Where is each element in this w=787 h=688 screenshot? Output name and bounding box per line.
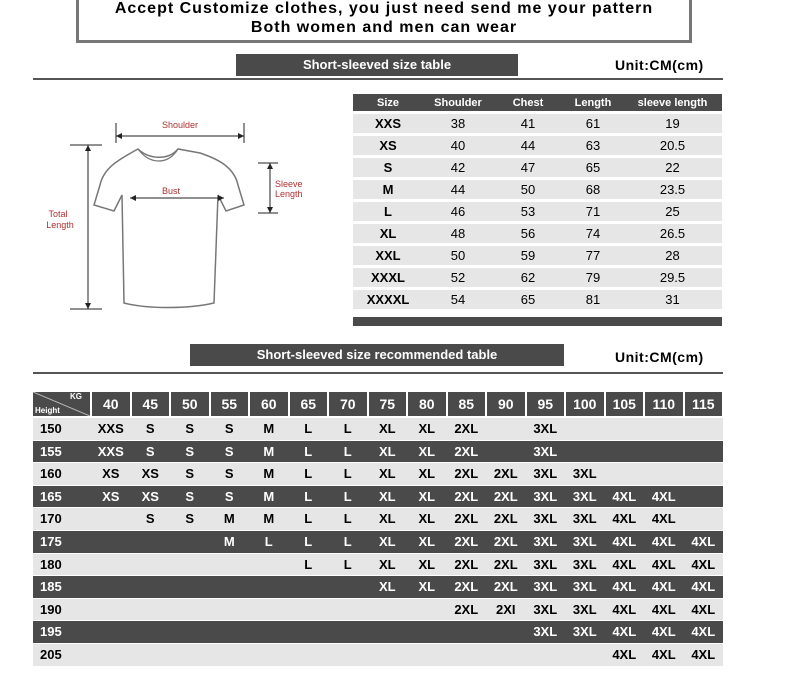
size-cell: 59 — [493, 246, 563, 265]
size-rec-cell: 3XL — [533, 557, 558, 572]
size-cell: 44 — [423, 180, 493, 199]
size-rec-cell: 3XL — [533, 579, 558, 594]
size-cell: XXXL — [353, 268, 423, 287]
kg-header-cell: 60 — [250, 392, 288, 416]
size-rec-cell: XL — [418, 444, 436, 459]
size-rec-cell: L — [304, 421, 313, 436]
height-cell: 165 — [40, 489, 62, 504]
divider — [33, 372, 723, 374]
kg-header-cell: 110 — [645, 392, 683, 416]
size-table-title: Short-sleeved size table — [236, 54, 518, 76]
size-cell: L — [353, 202, 423, 221]
size-rec-cell: XL — [378, 421, 396, 436]
size-cell: 52 — [423, 268, 493, 287]
arrow-head — [85, 303, 91, 309]
size-cell: 47 — [493, 158, 563, 177]
size-rec-cell: 2XL — [454, 602, 479, 617]
size-rec-cell: 3XL — [533, 511, 558, 526]
size-rec-cell: XL — [418, 421, 436, 436]
size-cell: 53 — [493, 202, 563, 221]
kg-header-cell: 80 — [408, 392, 446, 416]
size-rec-cell: S — [185, 421, 195, 436]
size-rec-cell: XL — [378, 489, 396, 504]
size-cell: 50 — [423, 246, 493, 265]
size-cell: 62 — [493, 268, 563, 287]
recommend-row — [33, 531, 723, 553]
size-rec-cell: 4XL — [651, 647, 676, 662]
size-rec-cell: M — [223, 511, 235, 526]
shirt-collar — [138, 149, 178, 161]
size-rec-cell: 2XL — [493, 511, 518, 526]
size-rec-cell: 2XL — [454, 444, 479, 459]
kg-header-cell: 115 — [685, 392, 723, 416]
size-rec-cell: 2XL — [454, 466, 479, 481]
col-shoulder: Shoulder — [423, 94, 493, 111]
size-rec-cell: 4XL — [651, 489, 676, 504]
size-rec-cell: XL — [378, 579, 396, 594]
size-rec-cell: XXS — [97, 421, 124, 436]
header-box — [76, 0, 692, 43]
size-cell: 41 — [493, 114, 563, 133]
kg-label: KG — [70, 392, 82, 401]
size-rec-cell: S — [145, 421, 155, 436]
size-rec-cell: L — [304, 489, 313, 504]
size-rec-cell: M — [223, 534, 235, 549]
size-table-row — [353, 224, 722, 243]
size-cell: 56 — [493, 224, 563, 243]
size-rec-cell: 2XL — [493, 579, 518, 594]
size-rec-cell: L — [343, 557, 352, 572]
col-chest: Chest — [493, 94, 563, 111]
size-table-row — [353, 246, 722, 265]
size-rec-cell: XL — [378, 557, 396, 572]
size-cell: 20.5 — [623, 136, 722, 155]
col-length: Length — [563, 94, 623, 111]
size-rec-cell: 3XL — [533, 624, 558, 639]
size-rec-cell: L — [304, 466, 313, 481]
recommend-header-row — [33, 392, 723, 416]
size-rec-cell: 3XL — [572, 624, 597, 639]
size-rec-cell: 2XL — [493, 466, 518, 481]
size-rec-cell: 2XL — [493, 534, 518, 549]
size-rec-cell: 4XL — [651, 511, 676, 526]
size-rec-cell: 3XL — [572, 489, 597, 504]
size-rec-cell: XS — [141, 466, 159, 481]
size-rec-cell: 2XL — [454, 421, 479, 436]
size-rec-cell: L — [304, 444, 313, 459]
size-rec-cell: S — [224, 489, 234, 504]
size-cell: 79 — [563, 268, 623, 287]
kg-header-cell: 95 — [527, 392, 565, 416]
recommend-row — [33, 599, 723, 620]
height-cell: 150 — [40, 421, 62, 436]
size-cell: XXS — [353, 114, 423, 133]
size-table-row — [353, 202, 722, 221]
size-rec-cell: 4XL — [651, 579, 676, 594]
header-corner — [33, 392, 90, 416]
height-cell: 195 — [40, 624, 62, 639]
size-rec-cell: 2XL — [493, 557, 518, 572]
size-rec-cell: 3XL — [533, 421, 558, 436]
kg-header-cell: 50 — [171, 392, 209, 416]
height-label: Height — [35, 406, 60, 415]
size-rec-cell: XS — [102, 489, 120, 504]
size-cell: XL — [353, 224, 423, 243]
arrow-head — [85, 145, 91, 151]
shoulder-label: Shoulder — [161, 120, 199, 130]
header-line-2: Both women and men can wear — [250, 19, 518, 36]
size-rec-cell: 3XL — [572, 557, 597, 572]
size-rec-cell: L — [304, 557, 313, 572]
size-cell: 28 — [623, 246, 722, 265]
size-rec-cell: 4XL — [651, 624, 676, 639]
size-rec-cell: XL — [418, 579, 436, 594]
size-rec-cell: M — [263, 466, 275, 481]
height-cell: 185 — [40, 579, 62, 594]
size-table-body — [353, 114, 722, 309]
size-rec-cell: XL — [418, 534, 436, 549]
size-rec-cell: L — [304, 511, 313, 526]
size-rec-cell: 4XL — [651, 557, 676, 572]
size-rec-cell: XL — [418, 511, 436, 526]
size-rec-cell: S — [224, 466, 234, 481]
size-rec-cell: 4XL — [691, 624, 716, 639]
size-rec-cell: 4XL — [691, 602, 716, 617]
size-rec-cell: L — [343, 466, 352, 481]
size-rec-cell: L — [304, 534, 313, 549]
size-rec-cell: 2XL — [454, 579, 479, 594]
size-rec-cell: XS — [102, 466, 120, 481]
kg-header-cell: 70 — [329, 392, 367, 416]
size-rec-cell: 4XL — [612, 624, 637, 639]
size-rec-cell: XS — [141, 489, 159, 504]
size-rec-cell: 3XL — [533, 489, 558, 504]
recommend-row — [33, 508, 723, 530]
sleeve-label-1: Sleeve — [275, 179, 303, 189]
size-rec-cell: 4XL — [651, 602, 676, 617]
size-table — [353, 91, 722, 312]
size-cell: 19 — [623, 114, 722, 133]
size-cell: 22 — [623, 158, 722, 177]
size-rec-cell: S — [185, 466, 195, 481]
size-rec-cell: L — [343, 534, 352, 549]
size-rec-cell: 3XL — [572, 602, 597, 617]
size-rec-cell: 3XL — [533, 466, 558, 481]
kg-header-cell: 105 — [606, 392, 644, 416]
size-table-row — [353, 158, 722, 177]
size-rec-cell: 2XL — [454, 534, 479, 549]
size-cell: 26.5 — [623, 224, 722, 243]
height-cell: 170 — [40, 511, 62, 526]
size-rec-cell: 3XL — [572, 534, 597, 549]
size-cell: 81 — [563, 290, 623, 309]
total-label-1: Total — [48, 209, 68, 219]
size-rec-cell: 2XL — [493, 489, 518, 504]
size-rec-cell: L — [343, 511, 352, 526]
size-rec-cell: XL — [378, 466, 396, 481]
size-rec-cell: L — [343, 489, 352, 504]
size-rec-cell: XL — [378, 534, 396, 549]
size-cell: 65 — [493, 290, 563, 309]
arrow-head — [238, 133, 244, 139]
size-rec-cell: 4XL — [612, 489, 637, 504]
kg-header-cell: 45 — [132, 392, 170, 416]
size-rec-cell: XXS — [97, 444, 124, 459]
size-rec-cell: 4XL — [651, 534, 676, 549]
size-cell: 42 — [423, 158, 493, 177]
size-cell: S — [353, 158, 423, 177]
recommend-row — [33, 621, 723, 643]
size-rec-cell: 2XI — [495, 602, 516, 617]
size-cell: 71 — [563, 202, 623, 221]
kg-header-cell: 65 — [290, 392, 328, 416]
size-rec-cell: 3XL — [572, 511, 597, 526]
size-rec-cell: 2XL — [454, 511, 479, 526]
size-rec-cell: 4XL — [612, 579, 637, 594]
size-cell: 74 — [563, 224, 623, 243]
size-cell: XS — [353, 136, 423, 155]
recommend-row — [33, 418, 723, 440]
size-rec-cell: 3XL — [533, 602, 558, 617]
recommend-table-title: Short-sleeved size recommended table — [190, 344, 564, 366]
size-table-row — [353, 180, 722, 199]
recommend-row — [33, 463, 723, 485]
size-rec-cell: 3XL — [572, 579, 597, 594]
size-cell: 68 — [563, 180, 623, 199]
size-rec-cell: S — [185, 489, 195, 504]
recommend-row — [33, 644, 723, 666]
size-cell: 23.5 — [623, 180, 722, 199]
height-cell: 175 — [40, 534, 62, 549]
size-table-row — [353, 114, 722, 133]
size-rec-cell: XL — [418, 489, 436, 504]
size-rec-cell: L — [343, 421, 352, 436]
kg-header-cell: 75 — [369, 392, 407, 416]
arrow-head — [116, 133, 122, 139]
size-rec-cell: 4XL — [612, 647, 637, 662]
size-rec-cell: L — [264, 534, 273, 549]
tshirt-diagram — [38, 115, 338, 325]
height-cell: 205 — [40, 647, 62, 662]
size-cell: 25 — [623, 202, 722, 221]
size-rec-cell: M — [263, 444, 275, 459]
size-cell: 40 — [423, 136, 493, 155]
size-rec-cell: 4XL — [612, 511, 637, 526]
size-cell: 65 — [563, 158, 623, 177]
height-cell: 160 — [40, 466, 62, 481]
size-rec-cell: XL — [418, 557, 436, 572]
size-cell: XXXXL — [353, 290, 423, 309]
col-size: Size — [353, 94, 423, 111]
shirt-outline — [94, 149, 244, 308]
arrow-head — [130, 195, 136, 201]
recommend-row — [33, 441, 723, 462]
size-rec-cell: XL — [418, 466, 436, 481]
header-line-1: Accept Customize clothes, you just need send me your pattern — [114, 0, 654, 17]
size-cell: XXL — [353, 246, 423, 265]
total-label-2: Length — [46, 220, 74, 230]
size-rec-cell: 3XL — [533, 534, 558, 549]
bust-label: Bust — [161, 186, 181, 196]
kg-header-cell: 40 — [92, 392, 130, 416]
size-rec-cell: S — [185, 511, 195, 526]
recommend-table-unit: Unit:CM(cm) — [615, 349, 704, 365]
size-rec-cell: S — [224, 444, 234, 459]
height-cell: 190 — [40, 602, 62, 617]
size-rec-cell: M — [263, 489, 275, 504]
size-cell: 29.5 — [623, 268, 722, 287]
sleeve-label-2: Length — [275, 189, 303, 199]
size-rec-cell: 3XL — [533, 444, 558, 459]
size-rec-cell: 2XL — [454, 489, 479, 504]
size-cell: M — [353, 180, 423, 199]
size-cell: 31 — [623, 290, 722, 309]
size-cell: 48 — [423, 224, 493, 243]
size-table-row — [353, 136, 722, 155]
height-cell: 155 — [40, 444, 62, 459]
size-rec-cell: S — [145, 511, 155, 526]
col-sleeve-length: sleeve length — [623, 94, 722, 111]
arrow-head — [267, 207, 273, 213]
size-rec-cell: M — [263, 511, 275, 526]
recommend-row — [33, 486, 723, 507]
size-rec-cell: 4XL — [691, 647, 716, 662]
size-rec-cell: S — [185, 444, 195, 459]
size-cell: 77 — [563, 246, 623, 265]
kg-header-cell: 100 — [566, 392, 604, 416]
size-table-row — [353, 290, 722, 309]
size-cell: 54 — [423, 290, 493, 309]
kg-header-cell: 90 — [487, 392, 525, 416]
size-table-row — [353, 268, 722, 287]
size-cell: 63 — [563, 136, 623, 155]
size-cell: 46 — [423, 202, 493, 221]
divider — [33, 78, 723, 80]
size-rec-cell: 4XL — [612, 557, 637, 572]
recommend-row — [33, 576, 723, 598]
size-rec-cell: S — [224, 421, 234, 436]
size-rec-cell: 2XL — [454, 557, 479, 572]
recommend-row — [33, 554, 723, 575]
size-rec-cell: M — [263, 421, 275, 436]
size-rec-cell: 4XL — [691, 579, 716, 594]
size-rec-cell: S — [145, 444, 155, 459]
size-rec-cell: 4XL — [612, 534, 637, 549]
arrow-head — [267, 163, 273, 169]
size-cell: 44 — [493, 136, 563, 155]
size-rec-cell: 4XL — [612, 602, 637, 617]
kg-header-cell: 85 — [448, 392, 486, 416]
size-table-unit: Unit:CM(cm) — [615, 57, 704, 73]
size-rec-cell: 4XL — [691, 557, 716, 572]
size-table-header-row — [353, 94, 722, 111]
kg-header-cell: 55 — [211, 392, 249, 416]
height-cell: 180 — [40, 557, 62, 572]
size-rec-cell: 4XL — [691, 534, 716, 549]
size-rec-cell: XL — [378, 444, 396, 459]
size-rec-cell: 3XL — [572, 466, 597, 481]
size-rec-cell: L — [343, 444, 352, 459]
size-cell: 38 — [423, 114, 493, 133]
size-table-bottom-bar — [353, 317, 722, 326]
size-rec-cell: XL — [378, 511, 396, 526]
size-cell: 50 — [493, 180, 563, 199]
size-cell: 61 — [563, 114, 623, 133]
